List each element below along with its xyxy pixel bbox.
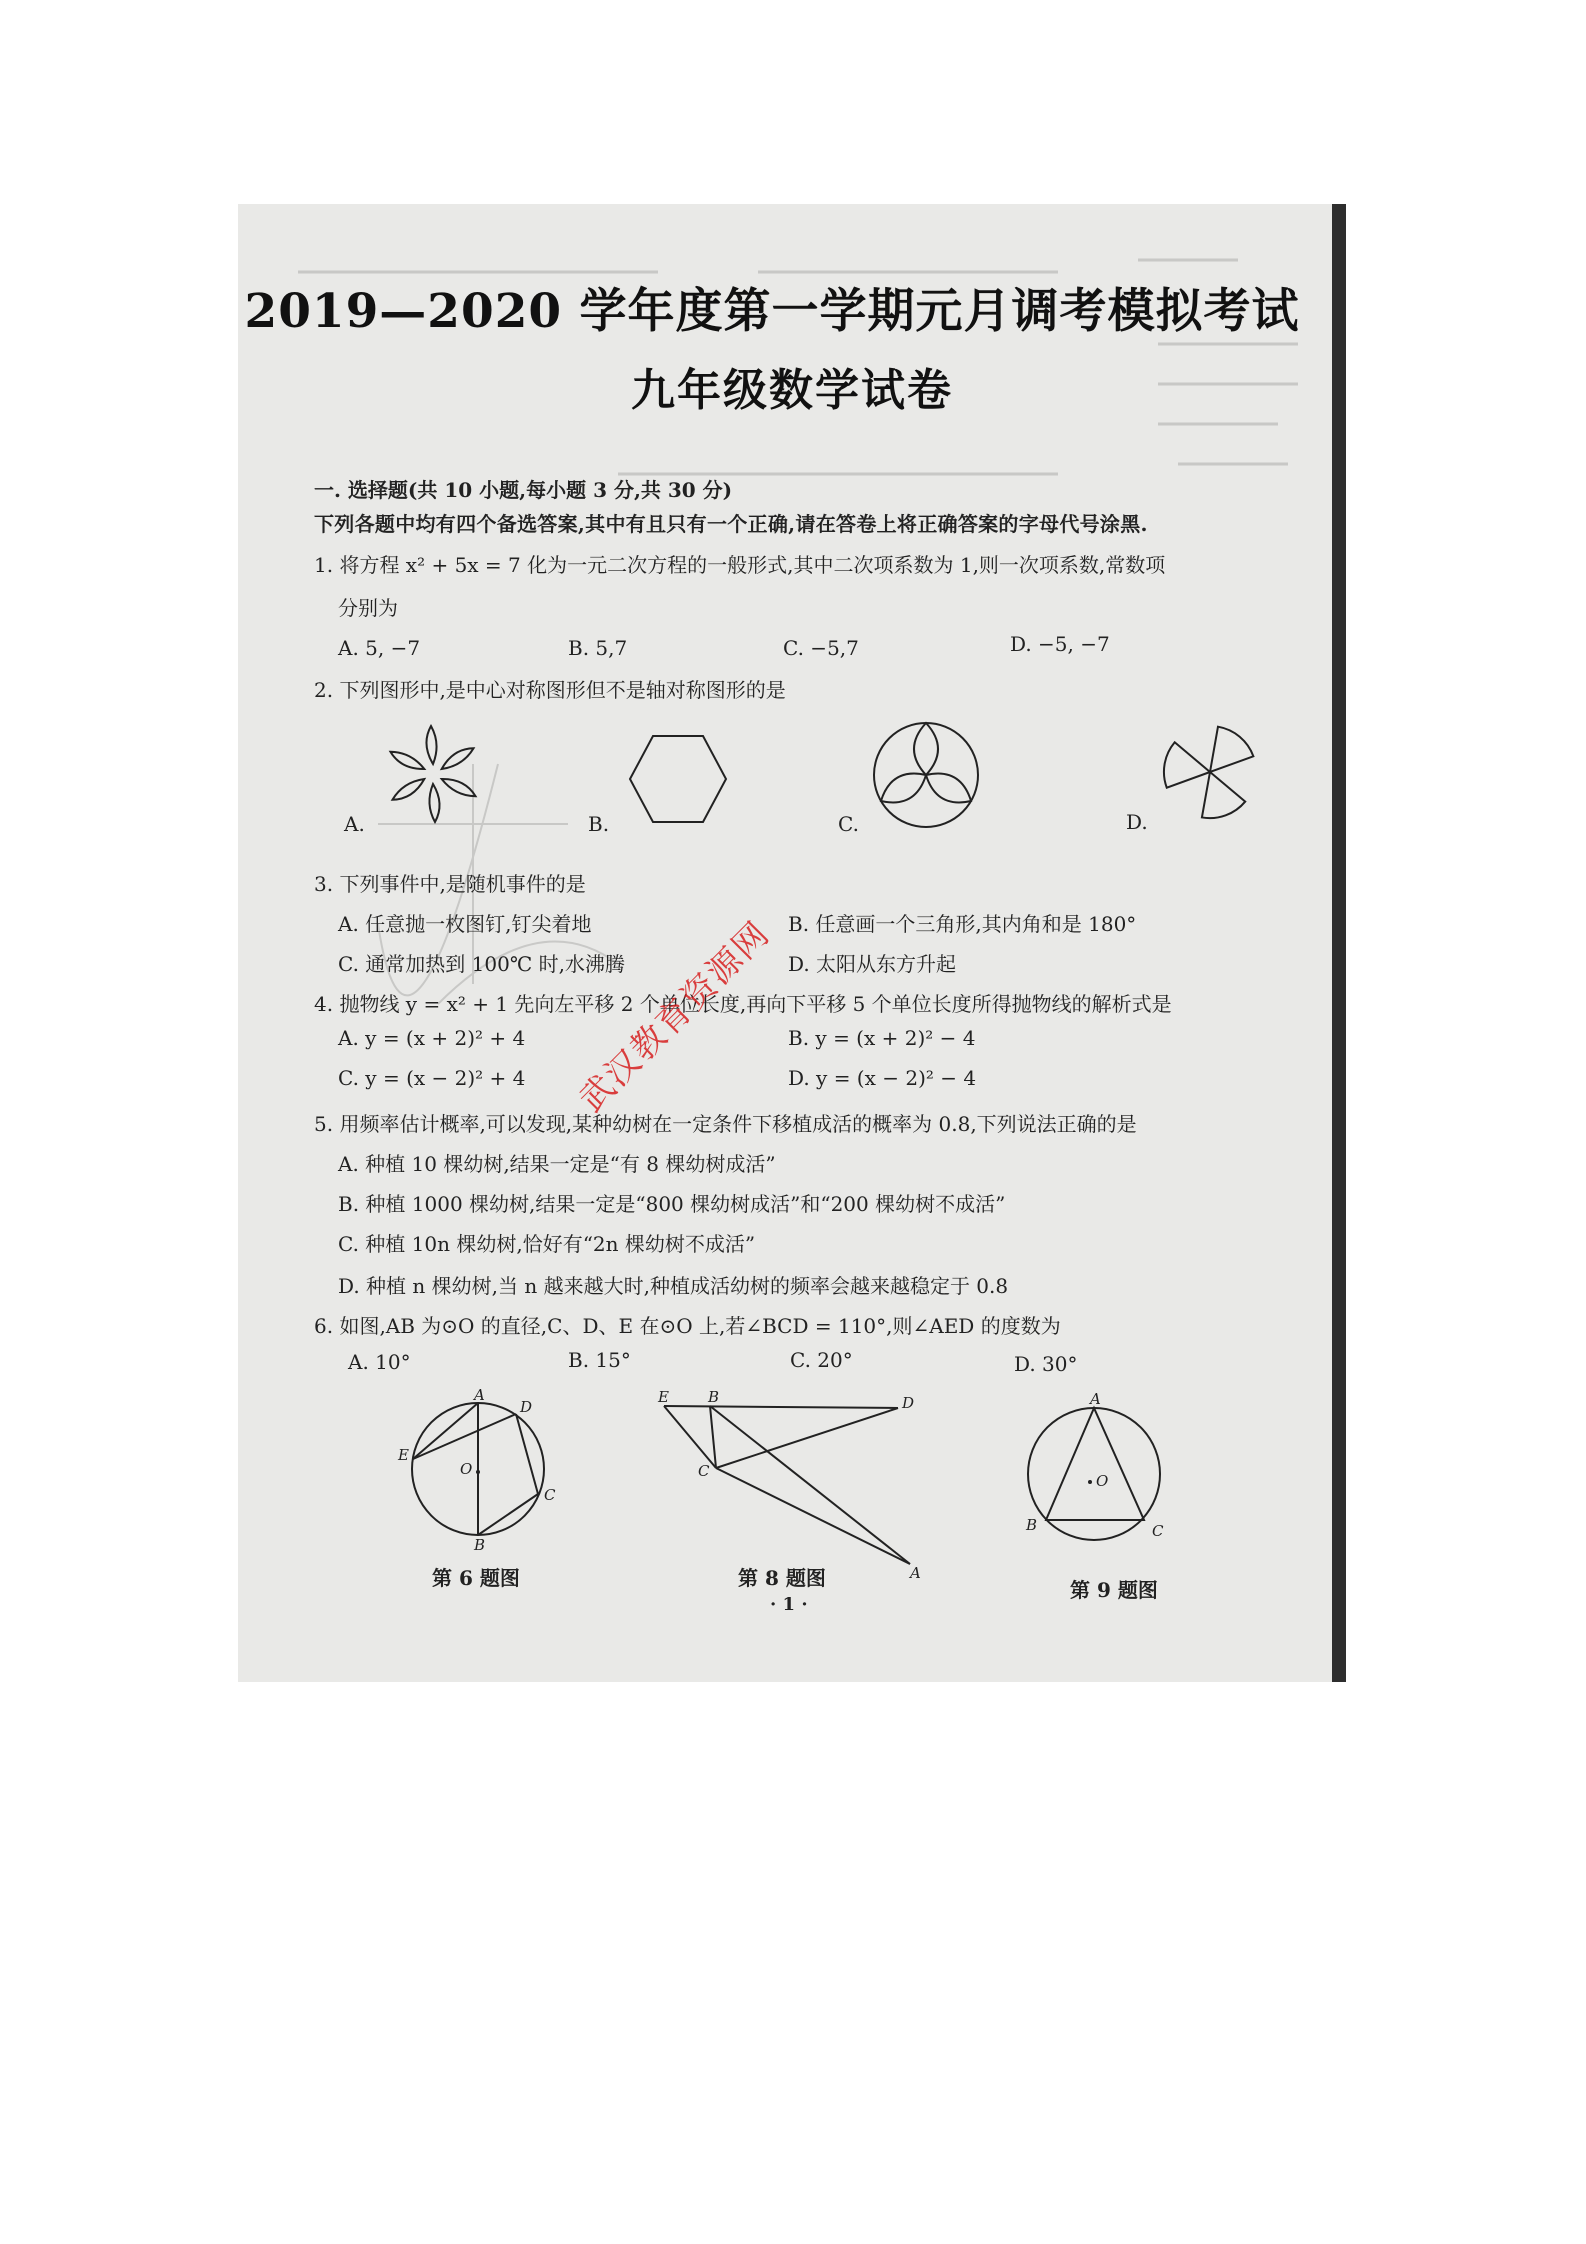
fig8-label-a: A [910,1564,921,1582]
fig6-label-d: D [520,1398,533,1416]
fig6-label-b: B [474,1536,486,1554]
q4-option-c: C. y = (x − 2)² + 4 [338,1066,526,1090]
q1-option-d: D. −5, −7 [1010,632,1110,656]
fig6-label-o: O [460,1460,473,1478]
page-number: · 1 · [770,1594,808,1615]
figure-9-inscribed-triangle [1016,1390,1176,1546]
q6-stem: 6. 如图,AB 为⊙O 的直径,C、D、E 在⊙O 上,若∠BCD = 110°,则∠AED 的度数为 [314,1314,1061,1338]
q4-stem: 4. 抛物线 y = x² + 1 先向左平移 2 个单位长度,再向下平移 5 个单位长度所得抛物线的解析式是 [314,992,1172,1016]
instructions: 下列各题中均有四个备选答案,其中有且只有一个正确,请在答卷上将正确答案的字母代号涂黑. [314,512,1148,536]
q2-option-b-label: B. [588,812,610,836]
q5-option-c: C. 种植 10n 棵幼树,恰好有“2n 棵幼树不成活” [338,1232,756,1256]
section-heading: 一. 选择题(共 10 小题,每小题 3 分,共 30 分) [314,478,733,502]
fig6-label-a: A [474,1386,485,1404]
q2-figure-d-triskelion [1160,722,1260,822]
fig9-label-a: A [1090,1390,1101,1408]
q2-figure-c-circle-leaves [870,719,982,831]
figure-8-caption: 第 8 题图 [738,1566,826,1590]
q4-option-a: A. y = (x + 2)² + 4 [338,1026,526,1050]
q1-option-a: A. 5, −7 [338,636,421,660]
q3-option-d: D. 太阳从东方升起 [788,952,957,976]
fig8-label-b: B [708,1388,720,1406]
q5-option-b: B. 种植 1000 棵幼树,结果一定是“800 棵幼树成活”和“200 棵幼树不成活” [338,1192,1006,1216]
fig8-label-d: D [902,1394,915,1412]
q5-option-a: A. 种植 10 棵幼树,结果一定是“有 8 棵幼树成活” [338,1152,776,1176]
q6-option-d: D. 30° [1014,1352,1078,1376]
figure-6-circle-diagram [398,1386,558,1554]
q6-option-b: B. 15° [568,1348,631,1372]
q2-option-d-label: D. [1126,810,1148,834]
exam-title: 2019—2020 学年度第一学期元月调考模拟考试 [244,284,1300,339]
fig8-label-e: E [658,1388,669,1406]
photo-dark-edge [1332,204,1346,1682]
q4-option-b: B. y = (x + 2)² − 4 [788,1026,976,1050]
fig6-label-e: E [398,1446,409,1464]
q3-option-a: A. 任意抛一枚图钉,钉尖着地 [338,912,592,936]
exam-subtitle: 九年级数学试卷 [631,365,953,416]
q2-option-c-label: C. [838,812,859,836]
q3-option-c: C. 通常加热到 100℃ 时,水沸腾 [338,952,625,976]
watermark-text: 武汉教育资源网 [571,913,779,1120]
figure-9-caption: 第 9 题图 [1070,1578,1158,1602]
q3-stem: 3. 下列事件中,是随机事件的是 [314,872,586,896]
fig9-label-o: O [1096,1472,1109,1490]
fig9-label-c: C [1152,1522,1164,1540]
fig9-label-b: B [1026,1516,1038,1534]
q1-option-c: C. −5,7 [783,636,859,660]
exam-photo [238,204,1346,1682]
q4-option-d: D. y = (x − 2)² − 4 [788,1066,977,1090]
q2-figure-a-pinwheel [378,719,488,829]
q2-figure-b-hexagon [628,734,728,824]
q1-stem-line2: 分别为 [338,596,398,620]
q5-option-d: D. 种植 n 棵幼树,当 n 越来越大时,种植成活幼树的频率会越来越稳定于 0.8 [338,1274,1009,1298]
q5-stem: 5. 用频率估计概率,可以发现,某种幼树在一定条件下移植成活的概率为 0.8,下列说法正确的是 [314,1112,1137,1136]
q1-stem-line1: 1. 将方程 x² + 5x = 7 化为一元二次方程的一般形式,其中二次项系数为 1,则一次项系数,常数项 [314,553,1166,577]
q1-option-b: B. 5,7 [568,636,628,660]
q2-stem: 2. 下列图形中,是中心对称图形但不是轴对称图形的是 [314,678,786,702]
q2-option-a-label: A. [344,812,365,836]
q6-option-c: C. 20° [790,1348,853,1372]
q3-option-b: B. 任意画一个三角形,其内角和是 180° [788,912,1137,936]
figure-6-caption: 第 6 题图 [432,1566,520,1590]
q6-option-a: A. 10° [348,1350,411,1374]
fig6-label-c: C [544,1486,556,1504]
fig8-label-c: C [698,1462,710,1480]
